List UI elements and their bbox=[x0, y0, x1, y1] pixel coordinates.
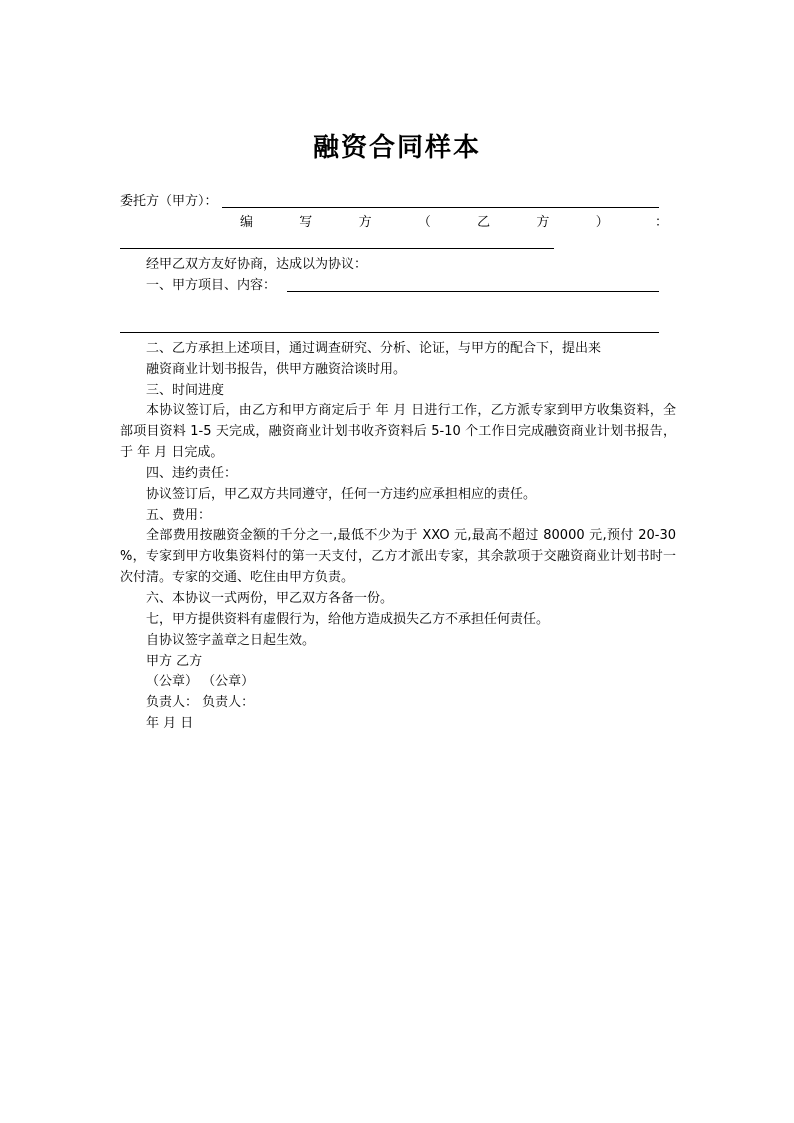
signature-date: 年 月 日 bbox=[146, 716, 194, 731]
section6-text: 六、本协议一式两份，甲乙双方各备一份。 bbox=[146, 591, 394, 606]
client-blank-line bbox=[222, 207, 659, 208]
section2-line2: 融资商业计划书报告，供甲方融资洽谈时用。 bbox=[146, 362, 407, 377]
writer-blank-line bbox=[120, 248, 554, 249]
section1-blank-line-2 bbox=[120, 332, 659, 333]
writer-char: 方 bbox=[536, 215, 550, 230]
document-title: 融资合同样本 bbox=[312, 133, 481, 163]
section3-heading: 三、时间进度 bbox=[146, 383, 225, 398]
section4-body: 协议签订后，甲乙双方共同遵守，任何一方违约应承担相应的责任。 bbox=[146, 487, 537, 502]
section5-body: 全部费用按融资金额的千分之一,最低不少为于 XXO 元,最高不超过 80000 元,预付 20-30 %，专家到甲方收集资料付的第一天支付，乙方才派出专家，其余款项于交融资商业计划书时一次付清。专家的交通、吃住由甲方负责。 bbox=[120, 528, 676, 585]
writer-char: 写 bbox=[299, 215, 313, 230]
signature-persons: 负责人： 负责人： bbox=[146, 695, 255, 710]
section1-blank-line bbox=[287, 291, 659, 292]
section4-heading: 四、违约责任： bbox=[146, 466, 238, 481]
client-label: 委托方（甲方）： bbox=[120, 194, 218, 209]
intro-text: 经甲乙双方友好协商，达成以为协议： bbox=[146, 257, 368, 272]
writer-char: 乙 bbox=[477, 215, 491, 230]
writer-char: ） bbox=[595, 215, 609, 230]
signature-parties: 甲方 乙方 bbox=[146, 654, 203, 669]
section5-heading: 五、费用： bbox=[146, 508, 212, 523]
signature-seals: （公章） （公章） bbox=[146, 674, 255, 689]
section2-line1: 二、乙方承担上述项目，通过调查研究、分析、论证，与甲方的配合下，提出来 bbox=[146, 341, 602, 356]
writer-char: 方 bbox=[358, 215, 372, 230]
effective-text: 自协议签字盖章之日起生效。 bbox=[146, 633, 316, 648]
section1-label: 一、甲方项目、内容： bbox=[146, 278, 277, 293]
section3-body: 本协议签订后，由乙方和甲方商定后于 年 月 日进行工作，乙方派专家到甲方收集资料，全部项目资料 1-5 天完成，融资商业计划书收齐资料后 5-10 个工作日完成融资商业计划书报告，于 年 月 日完成。 bbox=[120, 403, 676, 460]
writer-char: ： bbox=[654, 215, 668, 230]
writer-label bbox=[240, 214, 668, 232]
section7-text: 七，甲方提供资料有虚假行为，给他方造成损失乙方不承担任何责任。 bbox=[146, 612, 550, 627]
writer-char: 编 bbox=[240, 215, 254, 230]
writer-char: （ bbox=[417, 215, 431, 230]
